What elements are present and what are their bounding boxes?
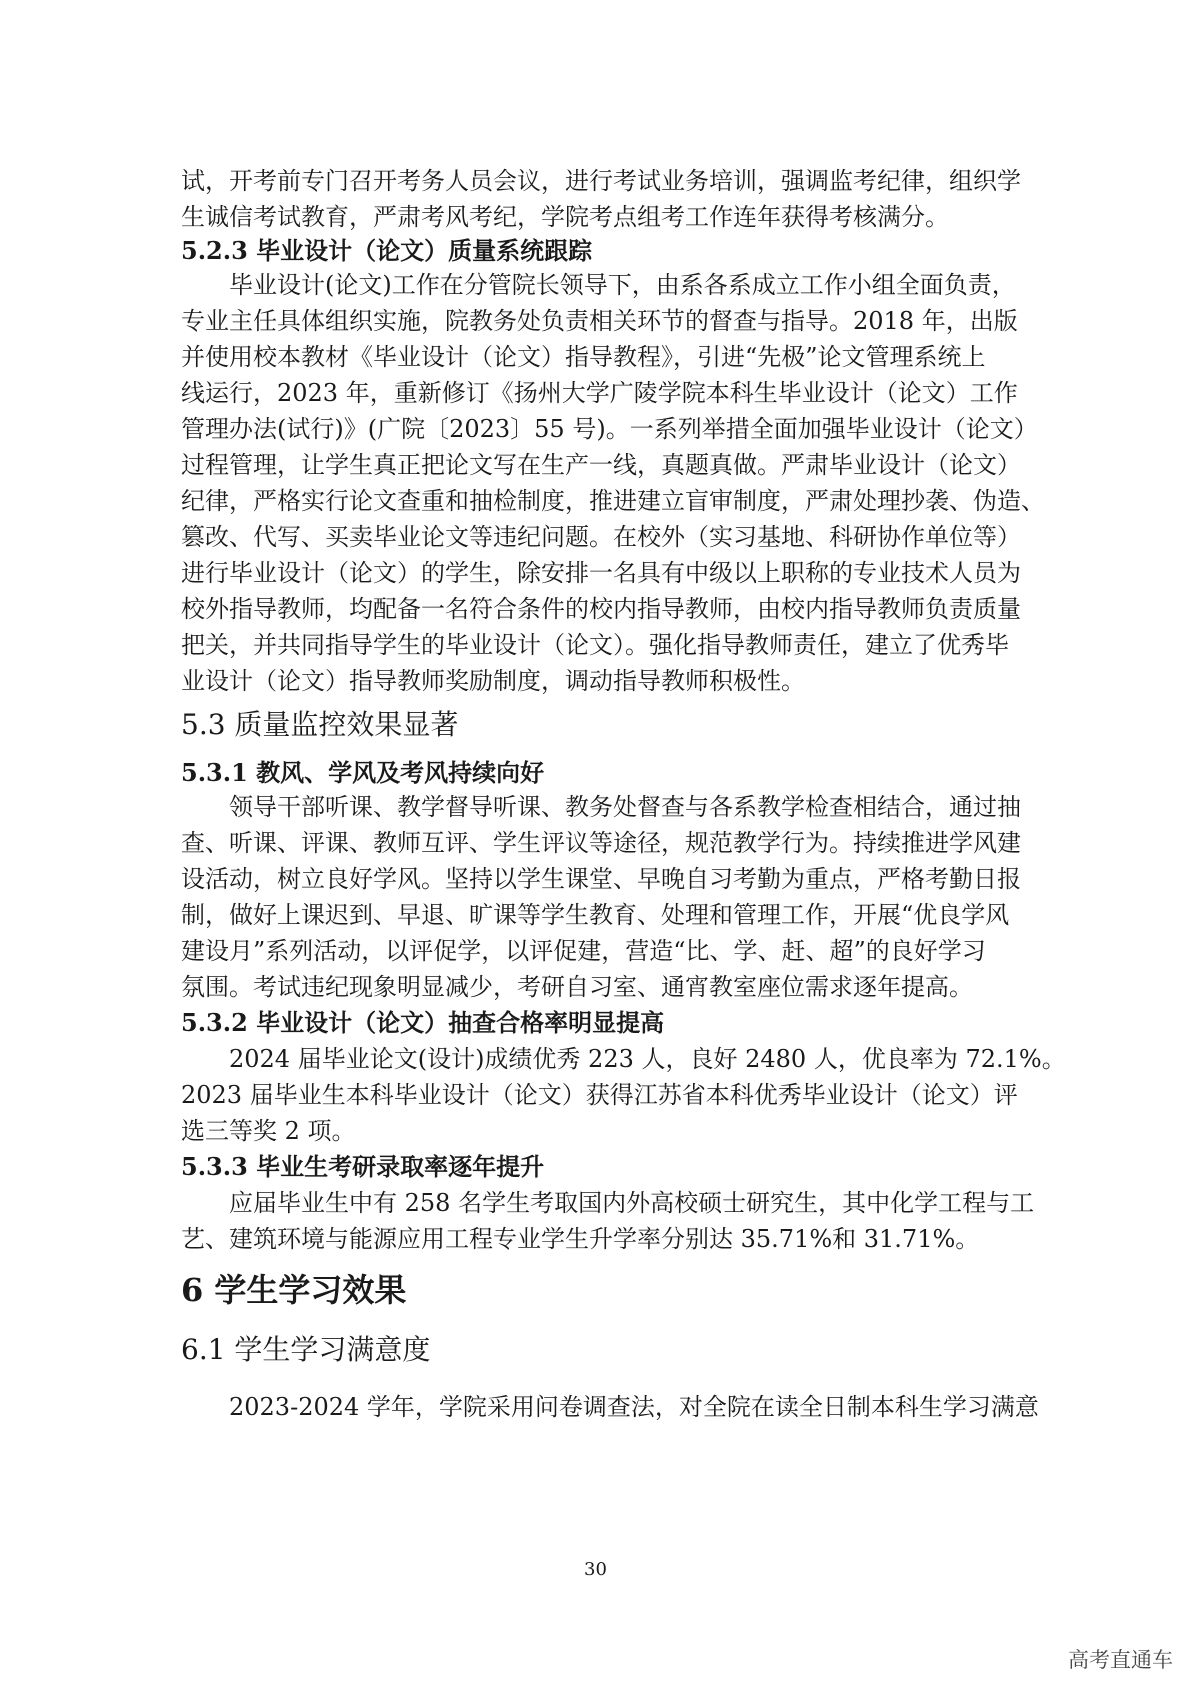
body-line: 2023 届毕业生本科毕业设计（论文）获得江苏省本科优秀毕业设计（论文）评	[181, 1081, 1018, 1109]
body-line: 过程管理，让学生真正把论文写在生产一线，真题真做。严肃毕业设计（论文）	[181, 451, 1021, 479]
body-line: 选三等奖 2 项。	[181, 1117, 356, 1145]
body-line: 领导干部听课、教学督导听课、教务处督查与各系教学检查相结合，通过抽	[229, 793, 1021, 821]
section-heading-5-2-3: 5.2.3 毕业设计（论文）质量系统跟踪	[181, 236, 593, 265]
body-line: 试，开考前专门召开考务人员会议，进行考试业务培训，强调监考纪律，组织学	[181, 167, 1021, 195]
body-line: 线运行，2023 年，重新修订《扬州大学广陵学院本科生毕业设计（论文）工作	[181, 379, 1018, 407]
body-line: 管理办法(试行)》(广院〔2023〕55 号)。一系列举措全面加强毕业设计（论文）	[181, 415, 1038, 443]
body-line: 纪律，严格实行论文查重和抽检制度，推进建立盲审制度，严肃处理抄袭、伪造、	[181, 487, 1045, 515]
body-line: 建设月”系列活动，以评促学，以评促建，营造“比、学、赶、超”的良好学习	[181, 937, 986, 965]
body-line: 把关，并共同指导学生的毕业设计（论文）。强化指导教师责任，建立了优秀毕	[181, 631, 1009, 659]
body-line: 生诚信考试教育，严肃考风考纪，学院考点组考工作连年获得考核满分。	[181, 203, 949, 231]
section-heading-6-1: 6.1 学生学习满意度	[181, 1333, 431, 1366]
body-line: 制，做好上课迟到、早退、旷课等学生教育、处理和管理工作，开展“优良学风	[181, 901, 1010, 929]
body-line: 艺、建筑环境与能源应用工程专业学生升学率分别达 35.71%和 31.71%。	[181, 1225, 980, 1253]
body-line: 校外指导教师，均配备一名符合条件的校内指导教师，由校内指导教师负责质量	[181, 595, 1021, 623]
body-line: 查、听课、评课、教师互评、学生评议等途径，规范教学行为。持续推进学风建	[181, 829, 1021, 857]
body-line: 毕业设计(论文)工作在分管院长领导下，由系各系成立工作小组全面负责，	[229, 271, 1016, 299]
chapter-heading-6: 6 学生学习效果	[181, 1271, 407, 1309]
section-heading-5-3: 5.3 质量监控效果显著	[181, 708, 459, 741]
section-heading-5-3-1: 5.3.1 教风、学风及考风持续向好	[181, 758, 545, 787]
watermark: 高考直通车	[1068, 1648, 1173, 1672]
body-line: 并使用校本教材《毕业设计（论文）指导教程》，引进“先极”论文管理系统上	[181, 343, 986, 371]
body-line: 2024 届毕业论文(设计)成绩优秀 223 人，良好 2480 人，优良率为 72.1%。	[229, 1045, 1066, 1073]
body-line: 篡改、代写、买卖毕业论文等违纪问题。在校外（实习基地、科研协作单位等）	[181, 523, 1021, 551]
body-line: 进行毕业设计（论文）的学生，除安排一名具有中级以上职称的专业技术人员为	[181, 559, 1021, 587]
body-line: 应届毕业生中有 258 名学生考取国内外高校硕士研究生，其中化学工程与工	[229, 1189, 1035, 1217]
body-line: 2023-2024 学年，学院采用问卷调查法，对全院在读全日制本科生学习满意	[229, 1393, 1039, 1421]
body-line: 氛围。考试违纪现象明显减少，考研自习室、通宵教室座位需求逐年提高。	[181, 973, 973, 1001]
body-line: 设活动，树立良好学风。坚持以学生课堂、早晚自习考勤为重点，严格考勤日报	[181, 865, 1021, 893]
body-line: 专业主任具体组织实施，院教务处负责相关环节的督查与指导。2018 年，出版	[181, 307, 1018, 335]
body-line: 业设计（论文）指导教师奖励制度，调动指导教师积极性。	[181, 667, 805, 695]
section-heading-5-3-2: 5.3.2 毕业设计（论文）抽查合格率明显提高	[181, 1008, 665, 1037]
section-heading-5-3-3: 5.3.3 毕业生考研录取率逐年提升	[181, 1152, 545, 1181]
page-number: 30	[584, 1559, 607, 1580]
